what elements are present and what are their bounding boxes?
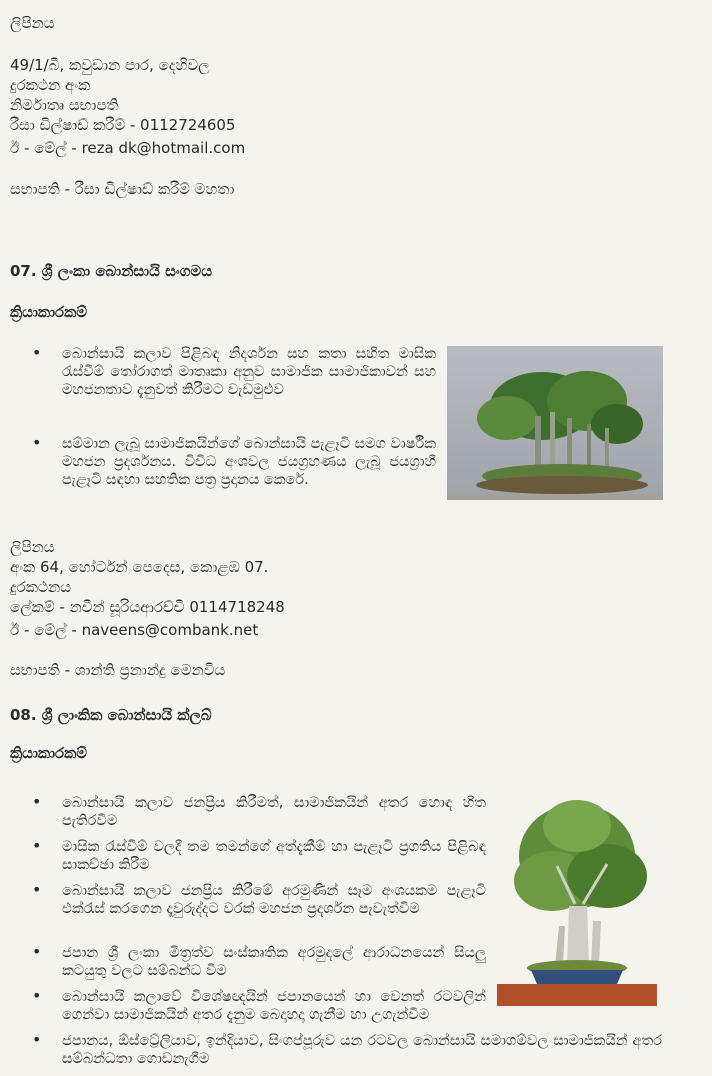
- section-08-bullet-2: මාසික රැස්වීම් වලදී තම තමන්ගේ අත්දැකීම් හා පැළෑටි ප්‍රගතිය පිළිබඳ සාකච්ඡා කිරීම: [62, 839, 486, 873]
- bullet-dot: •: [32, 986, 42, 1005]
- address-label: ලිපිනය: [10, 14, 55, 32]
- section-08-bullet-6: ජපානය, ඕස්ට්‍රේලියාව, ඉන්දියාව, සිංගප්පූරුව යන රටවල බොන්සායි සමාගම්වල සාමාජිකයින් අතර සම්බන්ධතා ගොඩනැගීම: [62, 1033, 662, 1067]
- section-07-address-label: ලිපිනය: [10, 538, 55, 556]
- section-07-secretary: ලේකම් - නවීන් සූරියආරච්චි 0114718248: [10, 598, 285, 616]
- email: ඊ - මේල් - reza dk@hotmail.com: [10, 139, 246, 157]
- bullet-dot: •: [32, 836, 42, 855]
- section-07-president: සභාපති - ශාන්ති ප්‍රනාන්දු මෙනවිය: [10, 661, 226, 679]
- section-07-activities-heading: ක්‍රියාකාරකම්: [10, 303, 88, 321]
- bullet-dot: •: [32, 792, 42, 811]
- role: නිර්මාතෘ සභාපති: [10, 96, 119, 114]
- bullet-dot: •: [32, 942, 42, 961]
- contact: රීසා ඩිල්ෂාඩ් කරීම් - 0112724605: [10, 116, 236, 134]
- section-07-bullet-1: බොන්සායි කලාව පිළිබඳ නිදර්ශන සහ කතා සහිත මාසික රැස්වීම් තෝරාගත් මාතෘකා අනුව සාමාජික සාමාජිකාවන් සහ මහජනතාව දැනුවත් කිරීමට වැඩමුළුව: [62, 346, 436, 398]
- section-08-bullet-1: බොන්සායි කලාව ජනප්‍රිය කිරීමත්, සාමාජිකයින් අතර හොඳ හිත පැතිරවීම: [62, 795, 486, 829]
- bullet-dot: •: [32, 433, 42, 452]
- section-08-title: 08. ශ්‍රී ලාංකික බොන්සායි ක්ලබ්: [10, 706, 212, 724]
- section-08-bullet-3: බොන්සායි කලාව ජනප්‍රිය කිරීමේ අරමුණින් සෑම අංශයකම පැළෑටි එක්රැස් කරගෙන දෑවුරුද්දට වරක් මහජන ප්‍රදර්ශන පැවැත්වීම: [62, 883, 486, 917]
- bullet-dot: •: [32, 880, 42, 899]
- section-07-bullet-2: සම්මාන ලැබූ සාමාජිකයින්ගේ බොන්සායි පැළෑටි සමග වාර්ෂික මහජන ප්‍රදර්ශනය. විවිධ අංශවල ජයග්‍රහණය ලැබූ ජයග්‍රාහී පැළෑටි සඳහා සහතික පත්‍ර ප්‍රදානය කෙරේ.: [62, 436, 436, 488]
- section-07-address: අංක 64, හෝර්ටන් පෙදෙස, කොළඹ 07.: [10, 558, 269, 576]
- section-07-phone-label: දුරකථනය: [10, 578, 72, 596]
- bonsai-tree-photo: [497, 786, 657, 1006]
- bullet-dot: •: [32, 343, 42, 362]
- section-07-title: 07. ශ්‍රී ලංකා බොන්සායි සංගමය: [10, 262, 213, 280]
- section-08-activities-heading: ක්‍රියාකාරකම්: [10, 744, 88, 762]
- section-07-email: ඊ - මේල් - naveens@combank.net: [10, 621, 259, 639]
- section-08-bullet-5: බොන්සායි කලාවේ විශේෂඥයින් ජපානයෙන් හා වෙනත් රටවලින් ගෙන්වා සාමාජිකයින් අතර දැනුම බෙදාහදා ගැනීම හා උගැන්වීම: [62, 989, 486, 1023]
- bullet-dot: •: [32, 1030, 42, 1049]
- phone-label: දුරකථන අංක: [10, 76, 91, 94]
- address: 49/1/බී, කවුඩාන පාර, දෙහිවල: [10, 56, 210, 74]
- bonsai-forest-photo: [447, 346, 663, 500]
- section-08-bullet-4: ජපාන ශ්‍රී ලංකා මිත්‍රත්ව සංස්කෘතික අරමුදලේ ආරාධනයෙන් සියලු කටයුතු වලට සම්බන්ධ වීම: [62, 945, 486, 979]
- president: සභාපති - රීසා ඩිල්ෂාඩ් කරීම් මහතා: [10, 180, 235, 198]
